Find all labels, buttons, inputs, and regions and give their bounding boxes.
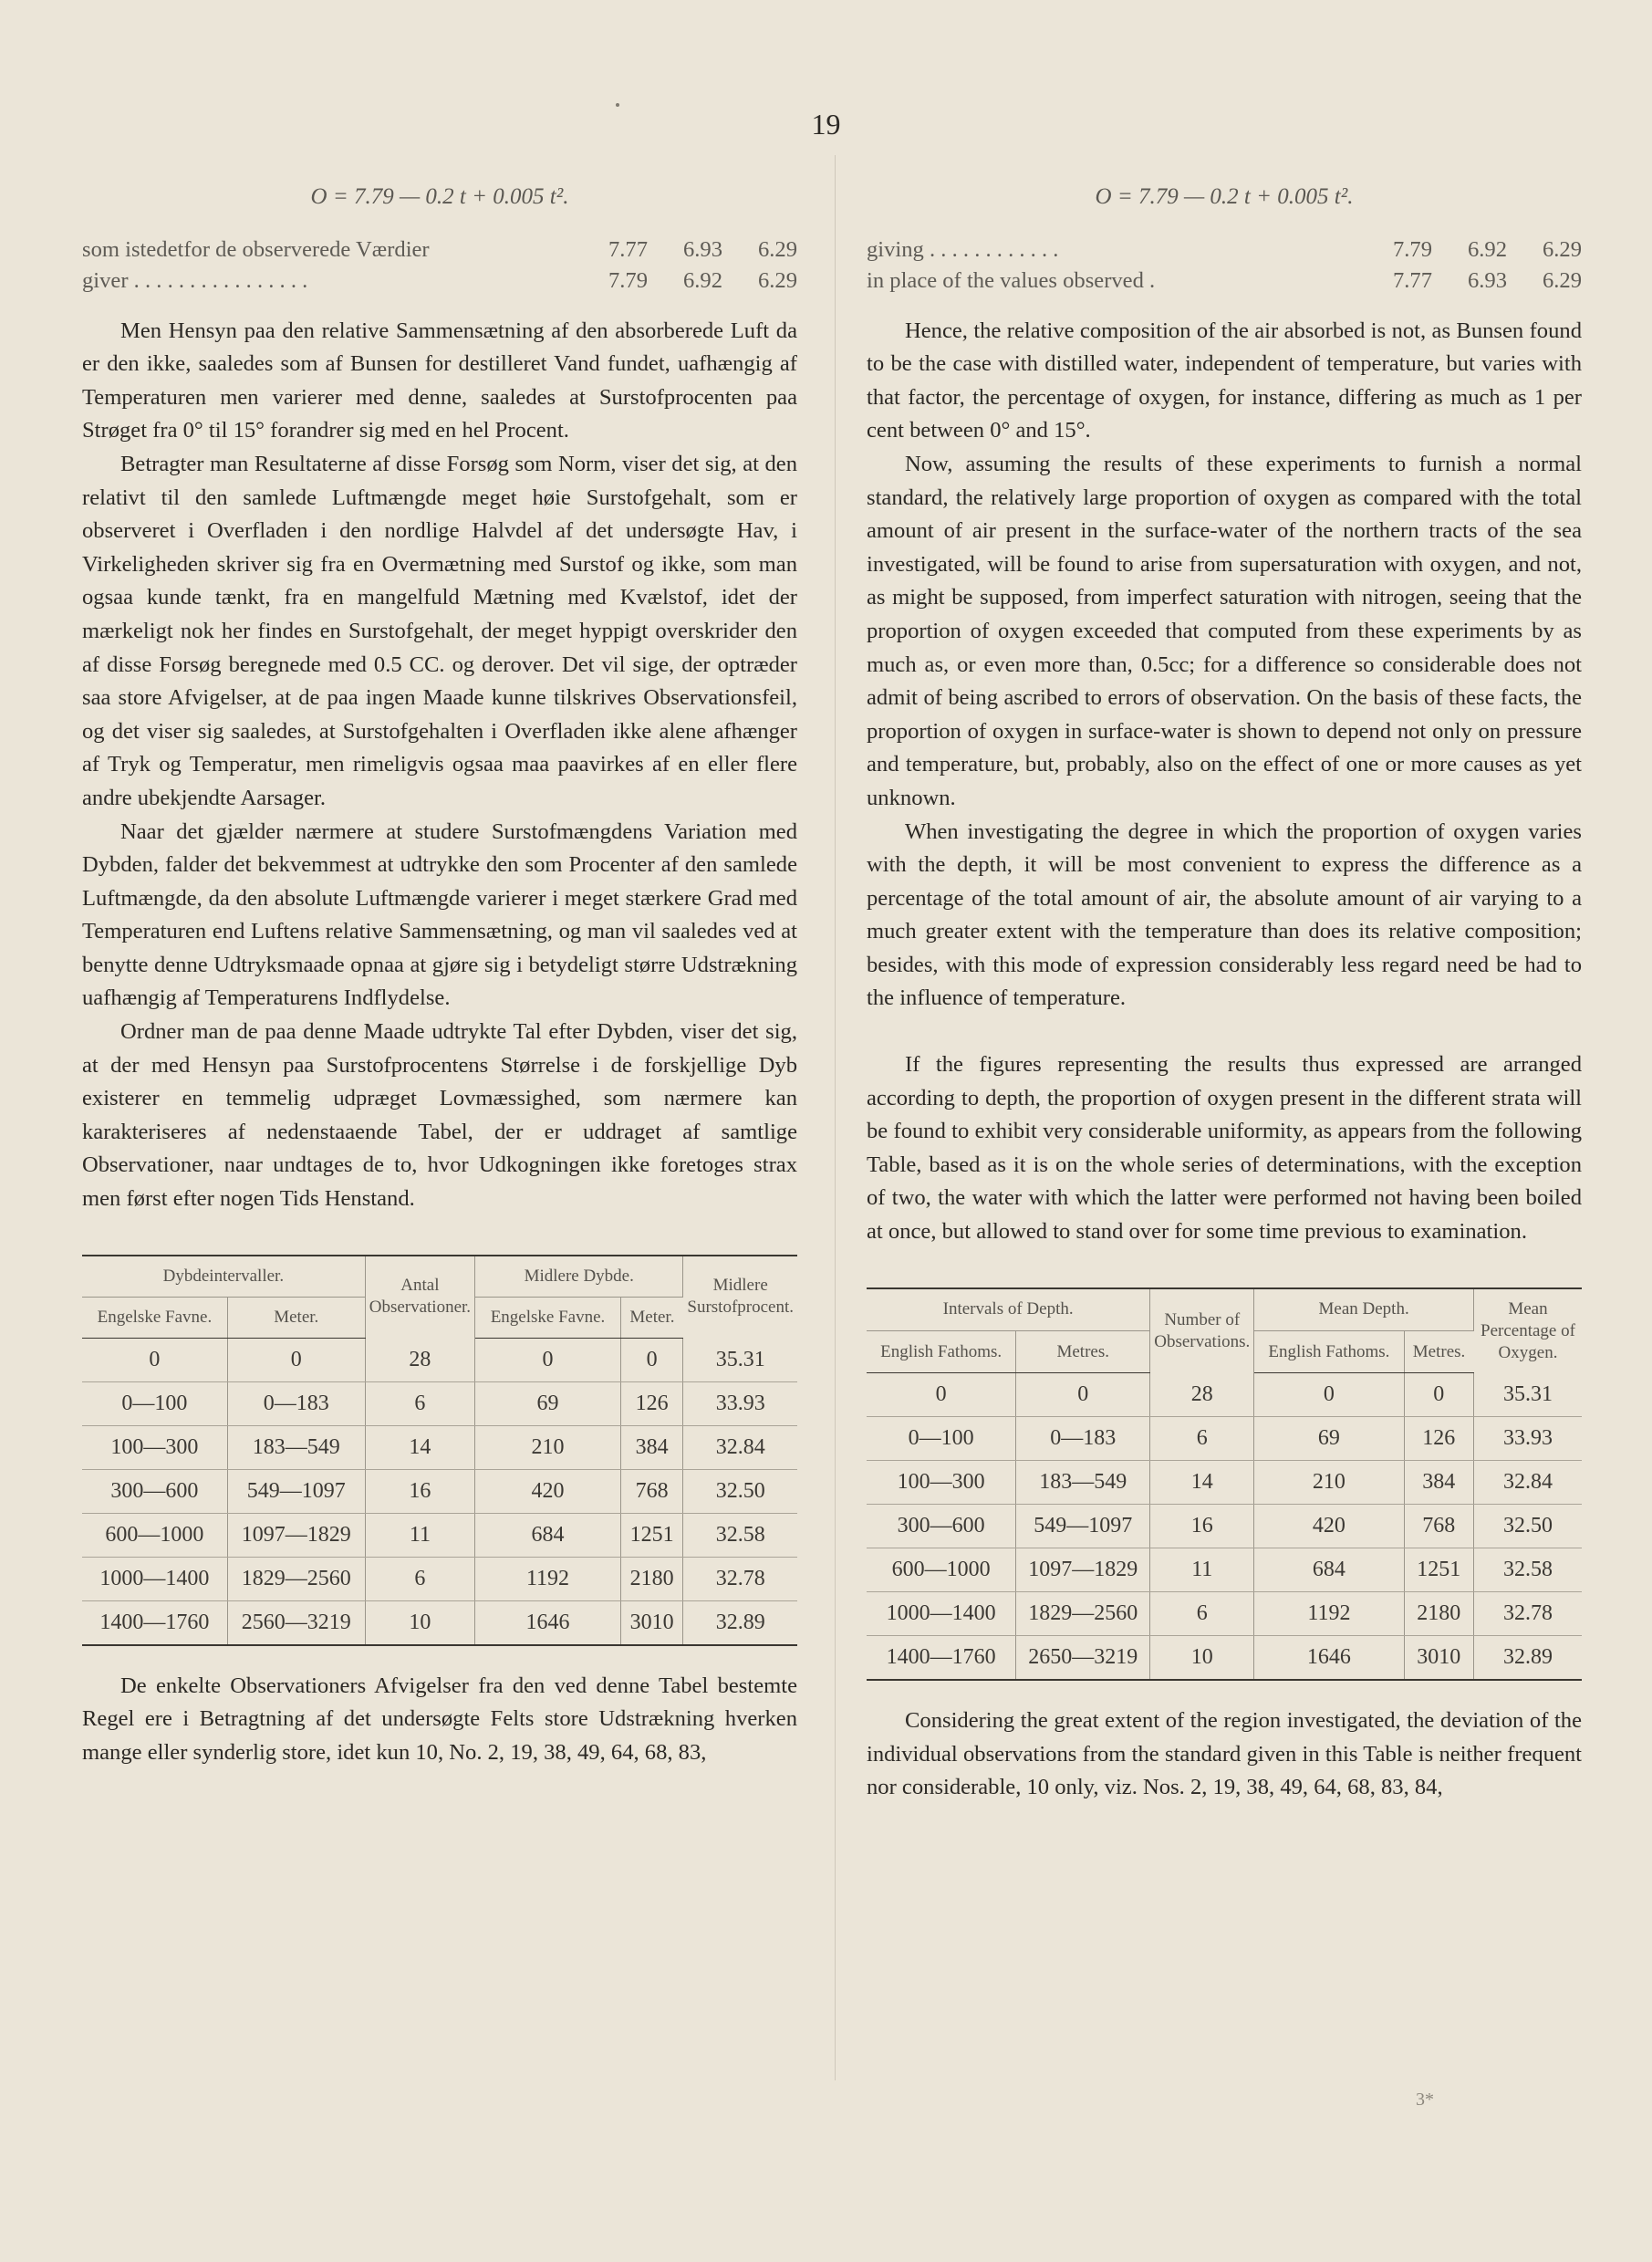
table-cell: 33.93: [683, 1381, 797, 1425]
value-row-label: giver . . . . . . . . . . . . . . . .: [82, 267, 308, 293]
signature-mark: 3*: [1416, 2090, 1434, 2110]
value-row: [82, 266, 797, 297]
table-cell: 0—183: [227, 1381, 365, 1425]
table-cell: 69: [1254, 1417, 1404, 1461]
header-mean-depth: Mean Depth.: [1254, 1288, 1474, 1331]
right-formula: O = 7.79 — 0.2 t + 0.005 t².: [1095, 184, 1354, 209]
table-row: [82, 1425, 797, 1469]
table-cell: 16: [1150, 1505, 1254, 1548]
table-cell: 210: [1254, 1461, 1404, 1505]
header-mean-depth: Midlere Dybde.: [475, 1256, 683, 1298]
table-cell: 35.31: [683, 1338, 797, 1381]
table-cell: 0: [1254, 1373, 1404, 1417]
table-cell: 549—1097: [227, 1469, 365, 1513]
column-divider: [835, 155, 836, 2080]
table-cell: 32.58: [1474, 1548, 1583, 1592]
table-row: [867, 1373, 1582, 1417]
table-cell: 1000—1400: [82, 1557, 227, 1600]
closing-paragraph: De enkelte Observationers Afvigelser fra den ved denne Tabel bestemte Regel ere i Betragtning af det undersøgte Felts store Udstrækning hverken mange eller synderlig store, idet kun 10, No. 2, 19, 38, 49, 64, 68, 83,: [82, 1673, 797, 1765]
value-cell: 6.29: [1542, 236, 1582, 262]
table-cell: 6: [1150, 1417, 1254, 1461]
table-cell: 32.89: [715, 1610, 765, 1634]
left-column: [82, 181, 797, 1769]
table-cell: 0: [620, 1338, 682, 1381]
value-cell: 6.93: [1467, 267, 1507, 293]
header-intervals: Intervals of Depth.: [867, 1288, 1150, 1331]
paragraph: When investigating the degree in which the proportion of oxygen varies with the depth, it will be most convenient to express the difference as a percentage of the total amount of air, the absolute amount of air varying to a much greater extent with the temperature than does its relative composition; besides, with this mode of expression considerably less regard need be had to the influence of temperature.: [867, 818, 1582, 1011]
table-cell: 1097—1829: [227, 1513, 365, 1557]
table-cell: 1646: [475, 1600, 621, 1645]
table-cell: 32.50: [683, 1469, 797, 1513]
value-row-label: in place of the values observed .: [867, 267, 1156, 293]
table-cell: 0—100: [82, 1381, 227, 1425]
table-cell: 0: [1404, 1373, 1473, 1417]
header-fathoms: Engelske Favne.: [82, 1297, 227, 1338]
value-cell: 6.29: [757, 267, 797, 293]
table-cell: 420: [1254, 1505, 1404, 1548]
table-cell: 768: [620, 1469, 682, 1513]
table-cell: 32.58: [683, 1513, 797, 1557]
header-fathoms: English Fathoms.: [1254, 1330, 1404, 1372]
left-formula: O = 7.79 — 0.2 t + 0.005 t².: [310, 184, 569, 209]
table-row: [82, 1469, 797, 1513]
paragraph: If the figures representing the results thus expressed are arranged according to depth, the proportion of oxygen present in the different strata will be found to exhibit very considerable uniformity, as appears from the following Table, based as it is on the whole series of determinations, with the exception of two, the water with which the latter were performed not having been boiled at once, but allowed to stand over for some time previous to examination.: [867, 1052, 1582, 1245]
table-cell: 684: [1254, 1548, 1404, 1592]
value-cell: 6.93: [682, 236, 722, 262]
value-cell: 6.92: [682, 267, 722, 293]
table-cell: 210: [475, 1425, 621, 1469]
paragraph: Naar det gjælder nærmere at studere Surstofmængdens Variation med Dybden, falder det bekvemmest at udtrykke den som Procenter af den samlede Luftmængde, da den absolute Luftmængde varierer i meget stærkere Grad med Temperaturen end Luftens relative Sammensætning, og man vil saaledes ved at benytte denne Udtryksmaade opnaa at gjøre sig i betydeligt større Udstrækning uafhængig af Temperaturens Indflydelse.: [82, 818, 797, 1011]
table-row: [867, 1592, 1582, 1636]
table-cell: 1251: [620, 1513, 682, 1557]
table-cell: 28: [1150, 1373, 1254, 1417]
value-row: [867, 235, 1582, 266]
table-cell: 1646: [1254, 1636, 1404, 1681]
value-cell: 6.29: [757, 236, 797, 262]
table-cell: 3010: [620, 1600, 682, 1645]
table-cell: 2560—3219: [227, 1600, 365, 1645]
table-row: [867, 1461, 1582, 1505]
table-cell: 600—1000: [82, 1513, 227, 1557]
table-cell: 1400—1760: [82, 1600, 227, 1645]
table-row: [867, 1505, 1582, 1548]
header-metres: Metres.: [1016, 1330, 1150, 1372]
table-cell: 6: [365, 1381, 474, 1425]
paragraph: Hence, the relative composition of the air absorbed is not, as Bunsen found to be the case with distilled water, independent of temperature, but varies with that factor, the percentage of oxygen, for instance, differing as much as 1 per cent between 0° and 15°.: [867, 318, 1582, 443]
table-cell: 14: [365, 1425, 474, 1469]
table-cell: 3010: [1404, 1636, 1473, 1681]
value-row: [82, 235, 797, 266]
table-cell: 0: [227, 1338, 365, 1381]
table-cell: 0—100: [867, 1417, 1016, 1461]
table-row: [867, 1548, 1582, 1592]
table-cell: 126: [620, 1381, 682, 1425]
header-fathoms: English Fathoms.: [867, 1330, 1016, 1372]
table-row: [82, 1513, 797, 1557]
header-count: Number of Observations.: [1150, 1288, 1254, 1373]
table-cell: 0: [867, 1373, 1016, 1417]
header-percent: Midlere Surstofprocent.: [687, 1276, 795, 1318]
paragraph: Now, assuming the results of these experiments to furnish a normal standard, the relatively large proportion of oxygen as compared with the total amount of air present in the surface-water of the northern tracts of the sea investigated, will be found to arise from supersaturation with oxygen, and not, as might be supposed, from imperfect saturation with nitrogen, seeing that the proportion of oxygen exceeded that computed from these experiments by as much as, or even more than, 0.5cc; for a difference so considerable does not admit of being ascribed to errors of observation. On the basis of these facts, the proportion of oxygen in surface-water is shown to depend not only on pressure and temperature, but, probably, also on the effect of one or more causes as yet unknown.: [867, 451, 1582, 810]
table-cell: 14: [1150, 1461, 1254, 1505]
table-row: [867, 1417, 1582, 1461]
paragraph: Betragter man Resultaterne af disse Forsøg som Norm, viser det sig, at den relativt til den samlede Luftmængde meget høie Surstofgehalt, som er observeret i Overfladen i den nordlige Halvdel af det undersøgte Hav, i Virkeligheden skriver sig fra en Overmætning med Surstof og ikke, som man ogsaa kunde tænkt, fra en mangelfuld Mætning med Kvælstof, idet der mærkeligt nok her findes en Surstofgehalt, der meget hyppigt overskrider den af disse Forsøg beregnede med 0.5 CC. og derover. Det vil sige, der optræder saa store Afvigelser, at de paa ingen Maade kunne tilskrives Observationsfeil, og det viser sig saaledes, at Surstofgehalten i Overfladen ikke alene afhænger af Tryk og Temperatur, men rimeligvis ogsaa maa paavirkes af en eller flere andre ubekjendte Aarsager.: [82, 451, 797, 810]
table-cell: 1192: [1254, 1592, 1404, 1636]
table-cell: 549—1097: [1016, 1505, 1150, 1548]
header-metres: Metres.: [1404, 1330, 1473, 1372]
table-cell: 11: [1150, 1548, 1254, 1592]
table-cell: 0: [82, 1338, 227, 1381]
table-cell: 33.93: [1474, 1417, 1583, 1461]
table-cell: 684: [475, 1513, 621, 1557]
left-value-comparison: [82, 235, 797, 297]
value-cell: 6.29: [1542, 267, 1582, 293]
table-cell: 300—600: [867, 1505, 1016, 1548]
table-cell: 32.84: [1474, 1461, 1583, 1505]
closing-paragraph: Considering the great extent of the region investigated, the deviation of the individual observations from the standard given in this Table is neither frequent nor considerable, 10 only, viz. Nos. 2, 19, 38, 49, 64, 68, 83, 84,: [867, 1708, 1582, 1800]
table-row: [82, 1338, 797, 1381]
value-row: [867, 266, 1582, 297]
table-cell: 1251: [1404, 1548, 1473, 1592]
table-row: [82, 1557, 797, 1600]
header-percent: Mean Percentage of Oxygen.: [1481, 1298, 1575, 1362]
table-cell: 11: [365, 1513, 474, 1557]
table-row: [82, 1381, 797, 1425]
value-row-label: som istedetfor de observerede Værdier: [82, 236, 430, 262]
table-cell: 0: [475, 1338, 621, 1381]
table-cell: 69: [475, 1381, 621, 1425]
value-cell: 6.92: [1467, 236, 1507, 262]
table-cell: 2650—3219: [1016, 1636, 1150, 1681]
table-cell: 600—1000: [867, 1548, 1016, 1592]
table-cell: 32.78: [683, 1557, 797, 1600]
value-cell: 7.79: [1392, 236, 1432, 262]
ink-speck: [616, 103, 619, 107]
table-cell: 0—183: [1016, 1417, 1150, 1461]
table-cell: 384: [1404, 1461, 1473, 1505]
table-cell: 100—300: [82, 1425, 227, 1469]
table-cell: 1829—2560: [1016, 1592, 1150, 1636]
table-row: [867, 1636, 1582, 1681]
paragraph: Ordner man de paa denne Maade udtrykte Tal efter Dybden, viser det sig, at der med Hensyn paa Surstofprocentens Størrelse i de forskjellige Dyb existerer en temmelig udpræget Lovmæssighed, som nærmere kan karakteriseres af nedenstaaende Tabel, der er uddraget af samtlige Observationer, naar undtages de to, hvor Udkogningen ikke foretoges strax men først efter nogen Tids Henstand.: [82, 1019, 797, 1212]
table-cell: 126: [1404, 1417, 1473, 1461]
table-cell: 0: [1016, 1373, 1150, 1417]
table-cell: 2180: [1404, 1592, 1473, 1636]
value-cell: 7.77: [1392, 267, 1432, 293]
table-cell: 1192: [475, 1557, 621, 1600]
table-cell: 16: [365, 1469, 474, 1513]
table-cell: 183—549: [1016, 1461, 1150, 1505]
table-cell: 100—300: [867, 1461, 1016, 1505]
paragraph: Men Hensyn paa den relative Sammensætning af den absorberede Luft da er den ikke, saaledes som af Bunsen for destilleret Vand fundet, uafhængig af Temperaturen men varierer med denne, saaledes at Surstofprocenten paa Strøget fra 0° til 15° forandrer sig med en hel Procent.: [82, 318, 797, 443]
value-row-label: giving . . . . . . . . . . . .: [867, 236, 1059, 262]
table-cell: 2180: [620, 1557, 682, 1600]
value-cell: 7.79: [608, 267, 648, 293]
table-cell: 1400—1760: [867, 1636, 1016, 1681]
table-cell: 10: [365, 1600, 474, 1645]
header-intervals: Dybdeintervaller.: [82, 1256, 365, 1298]
table-cell: 300—600: [82, 1469, 227, 1513]
table-cell: 768: [1404, 1505, 1473, 1548]
table-cell: 28: [365, 1338, 474, 1381]
right-oxygen-depth-table: [867, 1287, 1582, 1682]
table-cell: 183—549: [227, 1425, 365, 1469]
page-number: 19: [811, 108, 841, 141]
table-cell: 1097—1829: [1016, 1548, 1150, 1592]
table-cell: 6: [365, 1557, 474, 1600]
table-cell: 32.84: [683, 1425, 797, 1469]
table-row: [82, 1600, 797, 1645]
table-cell: 32.89: [1503, 1645, 1553, 1670]
table-cell: 35.31: [1474, 1373, 1583, 1417]
header-metres: Meter.: [227, 1297, 365, 1338]
header-fathoms: Engelske Favne.: [475, 1297, 621, 1338]
table-cell: 32.50: [1474, 1505, 1583, 1548]
right-value-comparison: [867, 235, 1582, 297]
right-column: [867, 181, 1582, 1805]
table-cell: 384: [620, 1425, 682, 1469]
left-oxygen-depth-table: [82, 1255, 797, 1646]
table-cell: 1000—1400: [867, 1592, 1016, 1636]
header-count: Antal Observationer.: [365, 1256, 474, 1339]
table-cell: 6: [1150, 1592, 1254, 1636]
table-cell: 1829—2560: [227, 1557, 365, 1600]
table-cell: 32.78: [1474, 1592, 1583, 1636]
table-cell: 10: [1150, 1636, 1254, 1681]
table-cell: 420: [475, 1469, 621, 1513]
value-cell: 7.77: [608, 236, 648, 262]
header-metres: Meter.: [620, 1297, 682, 1338]
